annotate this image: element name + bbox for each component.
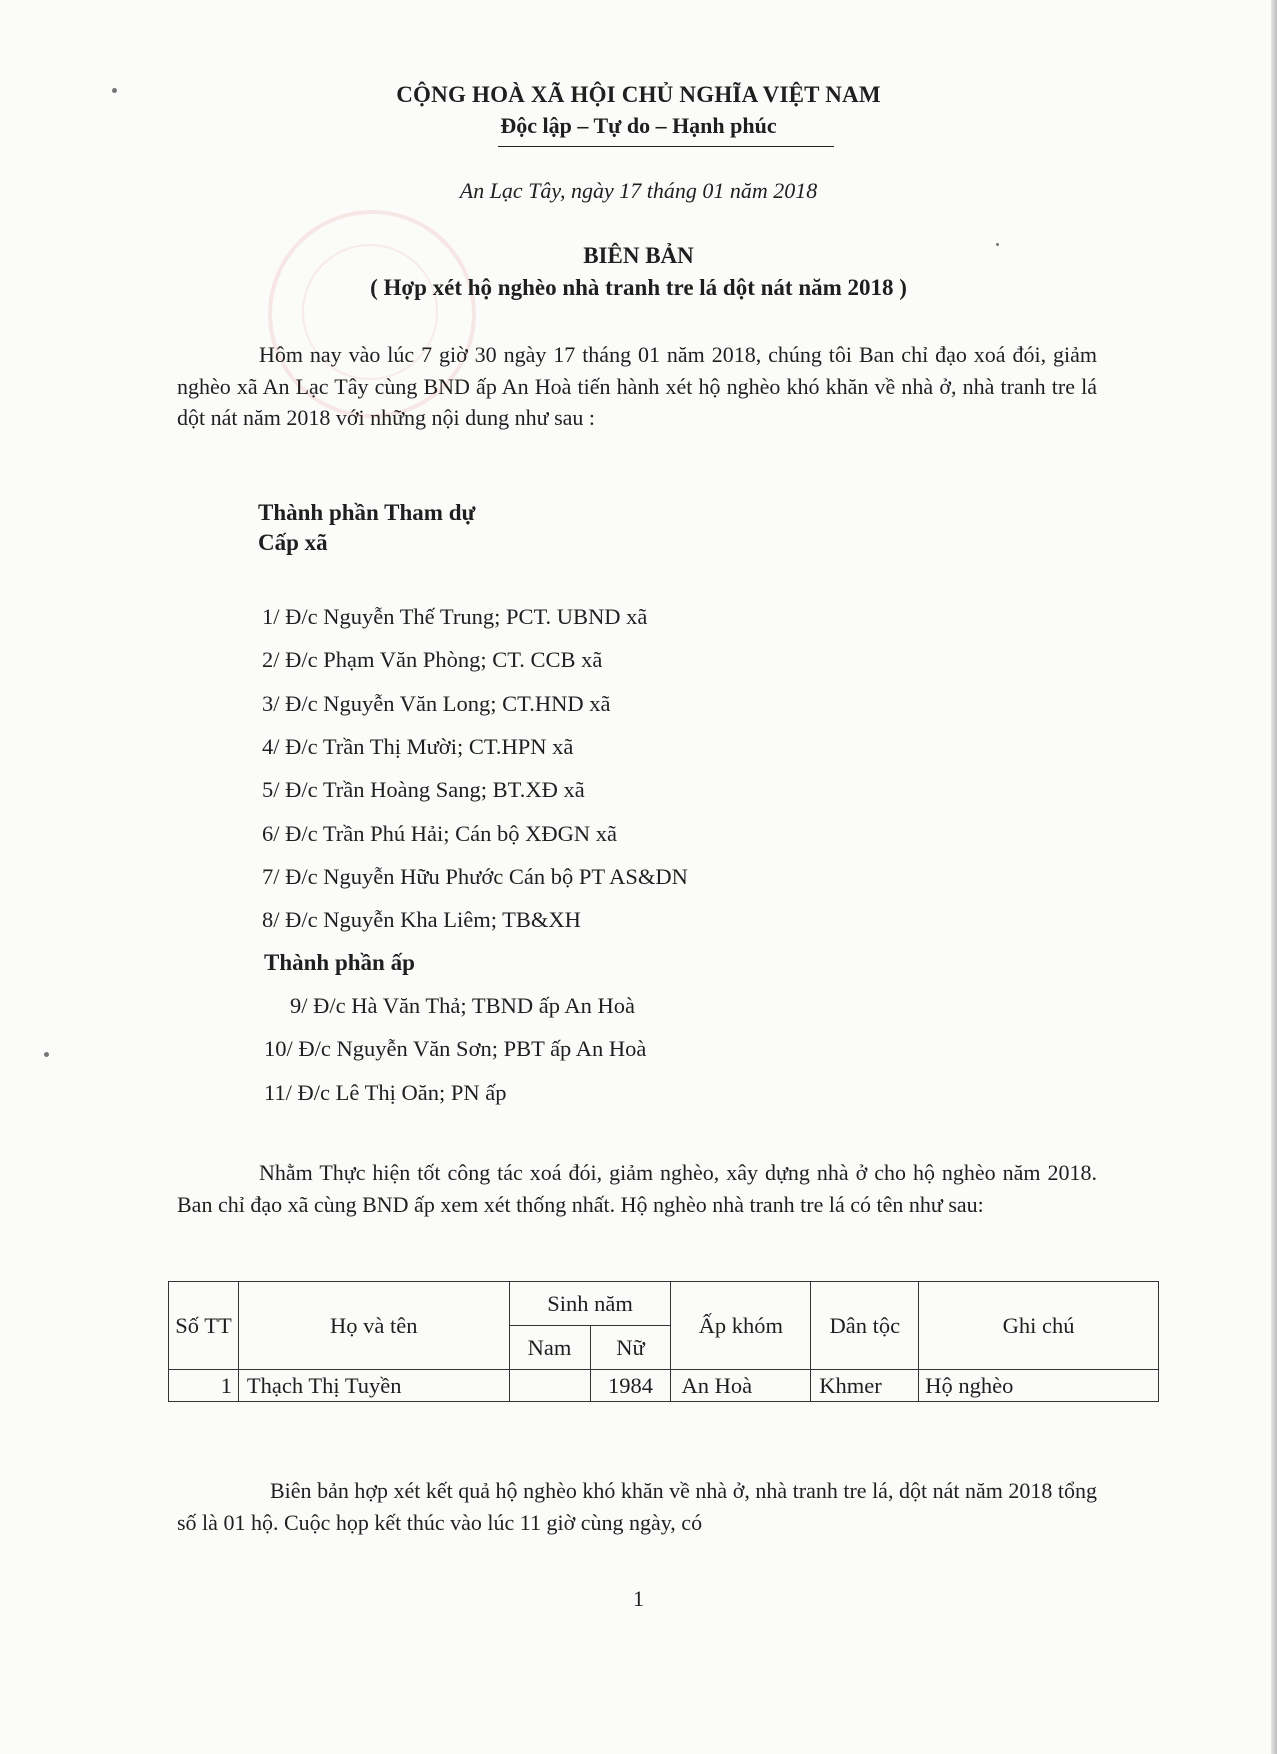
header-stt: Số TT	[169, 1282, 239, 1370]
purpose-paragraph: Nhằm Thực hiện tốt công tác xoá đói, giảm nghèo, xây dựng nhà ở cho hộ nghèo năm 2018. Ban chỉ đạo xã cùng BND ấp xem xét thống nhất. Hộ nghèo nhà tranh tre lá có tên như sau:	[177, 1160, 1097, 1217]
header-name: Họ và tên	[238, 1282, 509, 1370]
commune-member: 6/ Đ/c Trần Phú Hải; Cán bộ XĐGN xã	[262, 821, 617, 846]
cell-hamlet: An Hoà	[671, 1370, 811, 1402]
commune-member: 4/ Đ/c Trần Thị Mười; CT.HPN xã	[262, 734, 574, 759]
commune-member: 7/ Đ/c Nguyễn Hữu Phước Cán bộ PT AS&DN	[262, 864, 688, 889]
household-table	[168, 1281, 1159, 1402]
header-hamlet: Ấp khóm	[671, 1282, 811, 1370]
header-note: Ghi chú	[919, 1282, 1159, 1370]
motto-underline	[498, 146, 834, 147]
document-title: BIÊN BẢN	[583, 243, 694, 268]
header-female: Nữ	[590, 1326, 671, 1370]
page-number: 1	[633, 1586, 644, 1611]
commune-member: 8/ Đ/c Nguyễn Kha Liêm; TB&XH	[262, 907, 581, 932]
hamlet-heading: Thành phần ấp	[264, 950, 415, 975]
commune-member: 3/ Đ/c Nguyễn Văn Long; CT.HND xã	[262, 691, 611, 716]
nation-heading: CỘNG HOÀ XÃ HỘI CHỦ NGHĨA VIỆT NAM	[396, 82, 881, 107]
cell-name: Thạch Thị Tuyền	[238, 1370, 509, 1402]
header-birth-year: Sinh năm	[509, 1282, 671, 1326]
cell-note: Hộ nghèo	[919, 1370, 1159, 1402]
table-row	[169, 1370, 1159, 1402]
attendance-heading: Thành phần Tham dự	[258, 500, 476, 525]
motto: Độc lập – Tự do – Hạnh phúc	[500, 113, 777, 138]
table-header-row	[169, 1282, 1159, 1326]
cell-female: 1984	[590, 1370, 671, 1402]
commune-heading: Cấp xã	[258, 530, 328, 555]
conclusion-paragraph: Biên bản hợp xét kết quả hộ nghèo khó khăn về nhà ở, nhà tranh tre lá, dột nát năm 2018 tổng số là 01 hộ. Cuộc họp kết thúc vào lúc 11 giờ cùng ngày, có	[177, 1478, 1097, 1535]
cell-male	[509, 1370, 590, 1402]
header-ethnicity: Dân tộc	[811, 1282, 919, 1370]
document-subtitle: ( Hợp xét hộ nghèo nhà tranh tre lá dột nát năm 2018 )	[370, 275, 907, 300]
intro-paragraph: Hôm nay vào lúc 7 giờ 30 ngày 17 tháng 01 năm 2018, chúng tôi Ban chỉ đạo xoá đói, giảm nghèo xã An Lạc Tây cùng BND ấp An Hoà tiến hành xét hộ nghèo khó khăn về nhà ở, nhà tranh tre lá dột nát năm 2018 với những nội dung như sau :	[177, 342, 1097, 430]
cell-ethnicity: Khmer	[811, 1370, 919, 1402]
scan-speck	[44, 1052, 49, 1057]
commune-member: 1/ Đ/c Nguyễn Thế Trung; PCT. UBND xã	[262, 604, 648, 629]
hamlet-member: 10/ Đ/c Nguyễn Văn Sơn; PBT ấp An Hoà	[264, 1036, 647, 1061]
commune-member: 2/ Đ/c Phạm Văn Phòng; CT. CCB xã	[262, 647, 603, 672]
hamlet-member: 11/ Đ/c Lê Thị Oăn; PN ấp	[264, 1080, 507, 1105]
header-male: Nam	[509, 1326, 590, 1370]
hamlet-member: 9/ Đ/c Hà Văn Thả; TBND ấp An Hoà	[290, 993, 635, 1018]
commune-member: 5/ Đ/c Trần Hoàng Sang; BT.XĐ xã	[262, 777, 585, 802]
cell-stt: 1	[169, 1370, 239, 1402]
dateline: An Lạc Tây, ngày 17 tháng 01 năm 2018	[459, 178, 818, 203]
